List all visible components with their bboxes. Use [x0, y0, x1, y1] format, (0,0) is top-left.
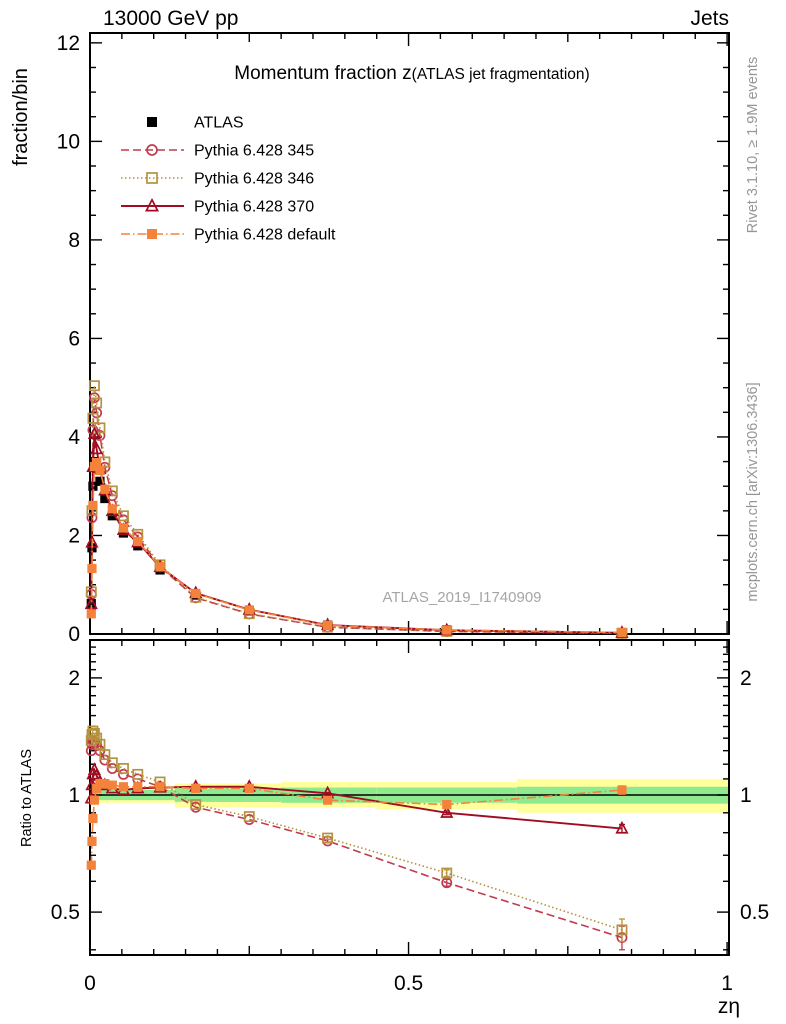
- header-analysis-group: Jets: [690, 7, 729, 30]
- data-point-marker: [95, 466, 104, 475]
- series-line: [91, 398, 622, 634]
- data-point-marker: [133, 782, 142, 791]
- data-point-marker: [100, 485, 109, 494]
- data-point-marker: [88, 501, 97, 510]
- data-point-marker: [119, 782, 128, 791]
- ratio-y-tick-label-right: 0.5: [740, 901, 770, 925]
- ratio-uncertainty-bands: [90, 779, 729, 813]
- rivet-version-note: Rivet 3.1.10, ≥ 1.9M events: [745, 56, 761, 234]
- ratio-y-tick-label-left: 1: [68, 784, 80, 807]
- legend-item: [121, 227, 336, 244]
- data-point-marker: [155, 562, 164, 571]
- top-y-tick-label: 2: [68, 524, 80, 548]
- data-point-marker: [323, 796, 332, 805]
- panel-frames: [90, 33, 729, 955]
- ratio-y-tick-label-right: 1: [740, 784, 752, 807]
- legend-label: Pythia 6.428 345: [194, 142, 315, 160]
- data-point-marker: [87, 564, 96, 573]
- data-point-marker: [191, 589, 200, 598]
- data-point-marker: [147, 229, 157, 239]
- axis-tick-labels: [51, 32, 769, 995]
- data-point-marker: [119, 770, 128, 779]
- data-point-marker: [87, 861, 96, 870]
- mcplots-arxiv-note: mcplots.cern.ch [arXiv:1306.3436]: [745, 382, 761, 602]
- series-line: [91, 386, 622, 634]
- data-point-marker: [617, 628, 626, 637]
- top-panel-frame: [90, 33, 729, 634]
- ratio-y-tick-label-right: 2: [740, 666, 752, 690]
- top-y-tick-label: 8: [68, 228, 80, 252]
- data-point-marker: [92, 458, 101, 467]
- plot-title: Momentum fraction z(ATLAS jet fragmentation): [234, 63, 590, 84]
- ratio-y-axis-label: Ratio to ATLAS: [19, 748, 35, 848]
- top-y-tick-label: 10: [56, 130, 80, 154]
- legend-item: [147, 115, 244, 132]
- top-y-tick-label: 12: [56, 31, 80, 55]
- data-point-marker: [245, 605, 254, 614]
- ratio-y-tick-label-left: 0.5: [50, 901, 80, 925]
- data-point-marker: [617, 785, 626, 794]
- data-point-marker: [191, 784, 200, 793]
- watermark-analysis-id: ATLAS_2019_I1740909: [382, 589, 542, 606]
- ratio-panel-series: [86, 726, 627, 949]
- ratio-y-tick-label-left: 2: [68, 666, 80, 690]
- top-y-tick-label: 6: [68, 327, 80, 351]
- legend: [121, 115, 336, 244]
- legend-label: ATLAS: [194, 114, 244, 132]
- data-point-marker: [119, 523, 128, 532]
- data-point-marker: [108, 781, 117, 790]
- legend-label: Pythia 6.428 default: [194, 226, 336, 244]
- series-line: [91, 434, 622, 633]
- data-point-marker: [133, 537, 142, 546]
- data-point-marker: [147, 117, 157, 127]
- data-point-marker: [87, 609, 96, 618]
- data-point-marker: [245, 784, 254, 793]
- data-point-marker: [442, 625, 451, 634]
- data-point-marker: [108, 764, 117, 773]
- legend-item: [121, 171, 314, 188]
- top-y-axis-label: fraction/bin: [10, 68, 32, 166]
- series-line: [91, 741, 622, 938]
- legend-label: Pythia 6.428 370: [194, 198, 315, 216]
- data-point-marker: [90, 796, 99, 805]
- x-tick-label: 0.5: [393, 972, 424, 995]
- series-line: [91, 463, 622, 633]
- data-point-marker: [442, 800, 451, 809]
- x-axis-label: zη: [717, 995, 740, 1018]
- top-y-tick-label: 4: [68, 425, 80, 449]
- axis-ticks: [90, 33, 729, 955]
- legend-item: [121, 143, 314, 160]
- data-point-marker: [88, 814, 97, 823]
- legend-item: [121, 199, 314, 216]
- data-point-marker: [108, 504, 117, 513]
- top-y-tick-label: 0: [68, 623, 80, 646]
- header-beam-energy: 13000 GeV pp: [103, 7, 239, 30]
- data-point-marker: [323, 621, 332, 630]
- series-line: [91, 731, 622, 930]
- data-point-marker: [147, 173, 157, 183]
- top-panel-series: [86, 381, 627, 638]
- legend-label: Pythia 6.428 346: [194, 170, 315, 188]
- data-point-marker: [87, 837, 96, 846]
- x-tick-label: 0: [84, 972, 96, 995]
- x-tick-label: 1: [721, 972, 733, 995]
- data-point-marker: [155, 782, 164, 791]
